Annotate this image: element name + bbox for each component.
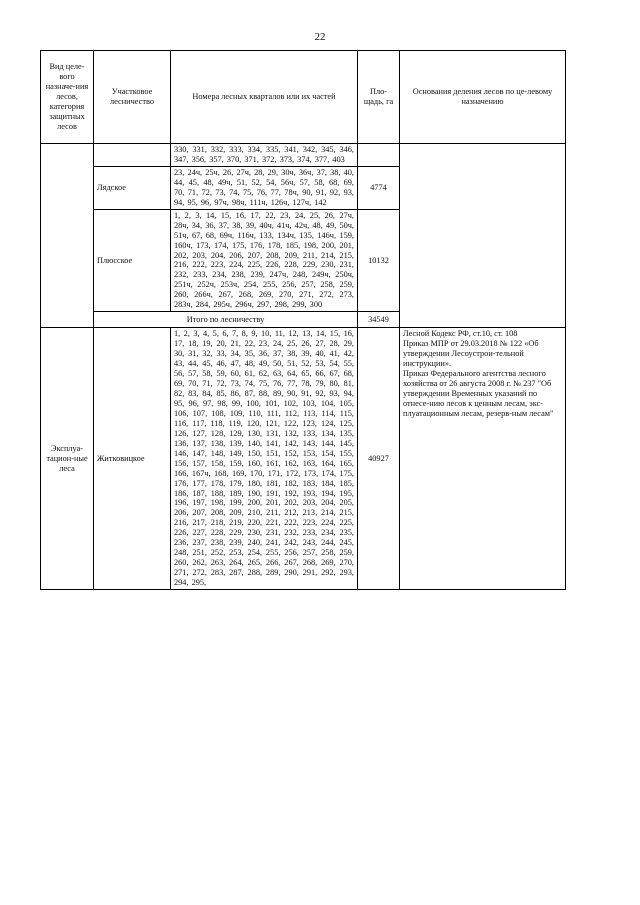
header-basis: Основания деления лесов по це-левому назначению [400, 51, 566, 144]
cell-total-label: Итого по лесничеству [94, 312, 358, 328]
cell-forestry-lyadskoe: Лядское [94, 166, 171, 209]
cell-purpose-exploitation: Эксплуа-тацион-ные леса [41, 328, 94, 590]
header-area: Пло-щадь, га [358, 51, 400, 144]
table-header-row [41, 51, 566, 144]
basis-line-mpr-order: Приказ МПР от 29.03.2018 № 122 «Об утверждении Лесоустрои-тельной инструкции». [403, 339, 539, 369]
table-row-exploitation [41, 328, 566, 590]
header-forestry: Участковое лесничество [94, 51, 171, 144]
cell-total-area: 34549 [358, 312, 400, 328]
cell-purpose-empty [41, 144, 94, 328]
header-quarters: Номера лесных кварталов или их частей [171, 51, 358, 144]
page-number: 22 [314, 31, 326, 43]
cell-area-plyusskoe: 10132 [358, 209, 400, 312]
cell-quarters-lyadskoe: 23, 24ч, 25ч, 26, 27ч, 28, 29, 30ч, 36ч, 37, 38, 40, 44, 45, 48, 49ч, 51, 52, 54, 56ч, 57, 58, 68, 69, 70, 71, 72, 73, 74, 75, 76, 77, 78ч, 90, 91, 92, 93, 94, 95, 96, 97ч, 98ч, 111ч, 126ч, 127ч, 142 [171, 166, 358, 209]
cell-forestry-empty [94, 144, 171, 167]
table-row-continuation [41, 144, 566, 167]
cell-area-zhitkovitskoe: 40927 [358, 328, 400, 590]
header-purpose: Вид целе-вого назначе-ния лесов, категория защитных лесов [41, 51, 94, 144]
basis-line-forest-code: Лесной Кодекс РФ, ст.10, ст. 108 [403, 329, 518, 339]
forest-division-table [40, 50, 566, 590]
cell-quarters-zhitkovitskoe: 1, 2, 3, 4, 5, 6, 7, 8, 9, 10, 11, 12, 13, 14, 15, 16, 17, 18, 19, 20, 21, 22, 23, 24, 25, 26, 27, 28, 29, 30, 31, 32, 33, 34, 35, 36, 37, 38, 39, 40, 41, 42, 43, 44, 45, 46, 47, 48, 49, 50, 51, 52, 53, 54, 55, 56, 57, 58, 59, 60, 61, 62, 63, 64, 65, 66, 67, 68, 69, 70, 71, 72, 73, 74, 75, 76, 77, 78, 79, 80, 81, 82, 83, 84, 85, 86, 87, 88, 89, 90, 91, 92, 93, 94, 95, 96, 97, 98, 99, 100, 101, 102, 103, 104, 105, 106, 107, 108, 109, 110, 111, 112, 113, 114, 115, 116, 117, 118, 119, 120, 121, 122, 123, 124, 125, 126, 127, 128, 129, 130, 131, 132, 133, 134, 135, 136, 137, 138, 139, 140, 141, 142, 143, 144, 145, 146, 147, 148, 149, 150, 151, 152, 153, 154, 155, 156, 157, 158, 159, 160, 161, 162, 163, 164, 165, 166, 167ч, 168, 169, 170, 171, 172, 173, 174, 175, 176, 177, 178, 179, 180, 181, 182, 183, 184, 185, 186, 187, 188, 189, 190, 191, 192, 193, 194, 195, 196, 197, 198, 199, 200, 201, 202, 203, 204, 205, 206, 207, 208, 209, 210, 211, 212, 213, 214, 215, 216, 217, 218, 219, 220, 221, 222, 223, 224, 225, 226, 227, 228, 229, 230, 231, 232, 233, 234, 235, 236, 237, 238, 239, 240, 241, 242, 243, 244, 245, 248, 251, 252, 253, 254, 255, 256, 257, 258, 259, 260, 262, 263, 264, 265, 266, 267, 268, 269, 270, 271, 272, 283, 287, 288, 289, 290, 291, 292, 293, 294, 295, [171, 328, 358, 590]
cell-forestry-plyusskoe: Плюсское [94, 209, 171, 312]
cell-quarters-plyusskoe: 1, 2, 3, 14, 15, 16, 17, 22, 23, 24, 25, 26, 27ч, 28ч, 34, 36, 37, 38, 39, 40ч, 41ч, 42ч, 48, 49, 50ч, 51ч, 67, 68, 69ч, 116ч, 133, 134ч, 135, 146ч, 159, 160ч, 173, 174, 175, 176, 178, 185, 198, 200, 201, 202, 203, 204, 206, 207, 208, 209, 211, 214, 215, 216, 222, 223, 224, 225, 226, 228, 229, 230, 231, 232, 233, 234, 238, 239, 247ч, 248, 249ч, 250ч, 251ч, 252ч, 253ч, 254, 255, 256, 257, 258, 259, 260, 266ч, 267, 268, 269, 270, 271, 272, 273, 283ч, 284, 295ч, 296ч, 297, 298, 299, 300 [171, 209, 358, 312]
cell-area-empty [358, 144, 400, 167]
cell-area-lyadskoe: 4774 [358, 166, 400, 209]
cell-basis-exploitation [400, 328, 566, 590]
cell-forestry-zhitkovitskoe: Житковицкое [94, 328, 171, 590]
cell-basis-empty [400, 144, 566, 328]
cell-quarters-continuation: 330, 331, 332, 333, 334, 335, 341, 342, 345, 346, 347, 356, 357, 370, 371, 372, 373, 374, 377, 403 [171, 144, 358, 167]
basis-line-federal-agency-order: Приказ Федерального агентства лесного хозяйства от 26 августа 2008 г. № 237 "Об утверждении Временных указаний по отнесе-нию лесов к ценным лесам, экс-плуатационным лесам, резерв-ным лесам" [403, 369, 554, 418]
